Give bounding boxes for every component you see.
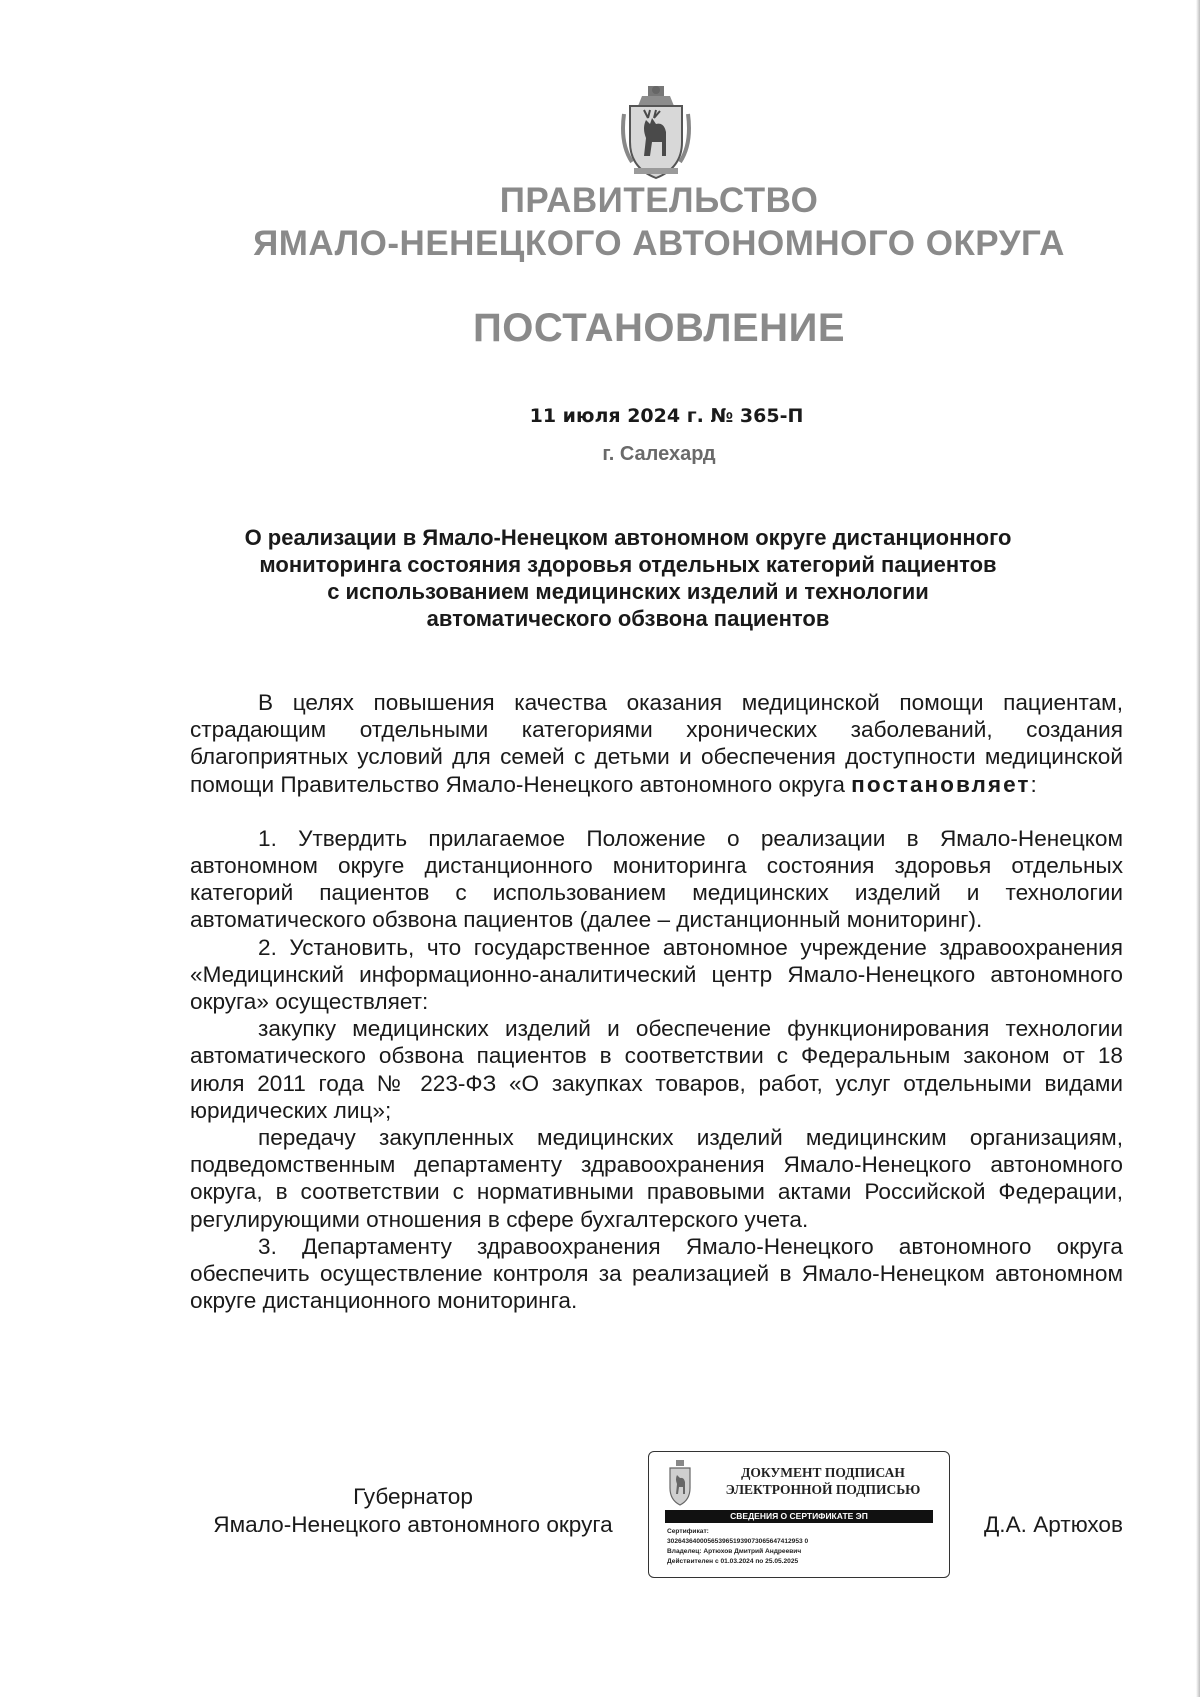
document-body — [190, 689, 1123, 1314]
stamp-title — [717, 1464, 929, 1498]
body-paragraph: закупку медицинских изделий и обеспечение функционирования технологии автоматического обзвона пациентов в соответствии с Федеральным законом от 18 июля 2011 года № 223-ФЗ «О закупках товаров, работ, услуг отдельными видами юридических лиц»; — [190, 1016, 1123, 1123]
certificate-validity: Действителен с 01.03.2024 по 25.05.2025 — [667, 1558, 799, 1565]
title-line: с использованием медицинских изделий и технологии — [327, 579, 929, 604]
signatory-region: Ямало-Ненецкого автономного округа — [213, 1512, 613, 1537]
org-name-line2: ЯМАЛО-НЕНЕЦКОГО АВТОНОМНОГО ОКРУГА — [253, 224, 1065, 263]
certificate-owner: Владелец: Артюхов Дмитрий Андреевич — [667, 1548, 802, 1555]
body-paragraph: 3. Департаменту здравоохранения Ямало-Ненецкого автономного округа обеспечить осуществление контроля за реализацией в Ямало-Ненецком автономном округе дистанционного мониторинга. — [190, 1233, 1123, 1314]
decree-word: постановляет — [851, 771, 1031, 797]
document-title — [190, 524, 1066, 632]
electronic-signature-stamp — [648, 1451, 950, 1578]
coat-of-arms-icon — [620, 84, 692, 180]
stamp-certificate-bar: СВЕДЕНИЯ О СЕРТИФИКАТЕ ЭП — [665, 1510, 933, 1523]
signatory-position — [190, 1483, 636, 1539]
preamble-paragraph — [190, 689, 1123, 798]
signatory-name: Д.А. Артюхов — [984, 1512, 1123, 1537]
document-type: ПОСТАНОВЛЕНИЕ — [472, 306, 845, 350]
preamble-text: В целях повышения качества оказания медицинской помощи пациентам, страдающим отдельными категориями хронических заболеваний, создания благоприятных условий для семей с детьми и обеспечения доступности медицинской помощи Правительство Ямало-Ненецкого автономного округа — [190, 690, 1123, 797]
certificate-label: Сертификат: — [667, 1528, 709, 1535]
body-paragraph: 2. Установить, что государственное автономное учреждение здравоохранения «Медицинский информационно-аналитический центр Ямало-Ненецкого автономного округа» осуществляет: — [190, 934, 1123, 1015]
title-line: автоматического обзвона пациентов — [426, 606, 830, 631]
body-paragraph: передачу закупленных медицинских изделий медицинским организациям, подведомственным департаменту здравоохранения Ямало-Ненецкого автономного округа, в соответствии с нормативными правовыми актами Российской Федерации, регулирующими отношения в сфере бухгалтерского учета. — [190, 1125, 1123, 1232]
decree-colon: : — [1030, 771, 1037, 797]
stamp-title-line1: ДОКУМЕНТ ПОДПИСАН — [741, 1465, 905, 1480]
body-paragraph: 1. Утвердить прилагаемое Положение о реализации в Ямало-Ненецком автономном округе дистанционного мониторинга состояния здоровья отдельных категорий пациентов с использованием медицинских изделий и технологии автоматического обзвона пациентов (далее – дистанционный мониторинг). — [190, 825, 1123, 933]
certificate-number: 3026436400056539651939073065647412953 0 — [667, 1538, 809, 1545]
signatory-title: Губернатор — [353, 1484, 473, 1509]
date-and-number: 11 июля 2024 г. № 365-П — [529, 405, 804, 427]
stamp-emblem-icon — [667, 1460, 693, 1506]
stamp-title-line2: ЭЛЕКТРОННОЙ ПОДПИСЬЮ — [725, 1482, 921, 1497]
stamp-details — [667, 1527, 937, 1567]
title-line: О реализации в Ямало-Ненецком автономном округе дистанционного — [244, 525, 1012, 550]
city: г. Салехард — [602, 443, 716, 465]
title-line: мониторинга состояния здоровья отдельных категорий пациентов — [259, 552, 997, 577]
org-name-line1: ПРАВИТЕЛЬСТВО — [499, 181, 819, 220]
